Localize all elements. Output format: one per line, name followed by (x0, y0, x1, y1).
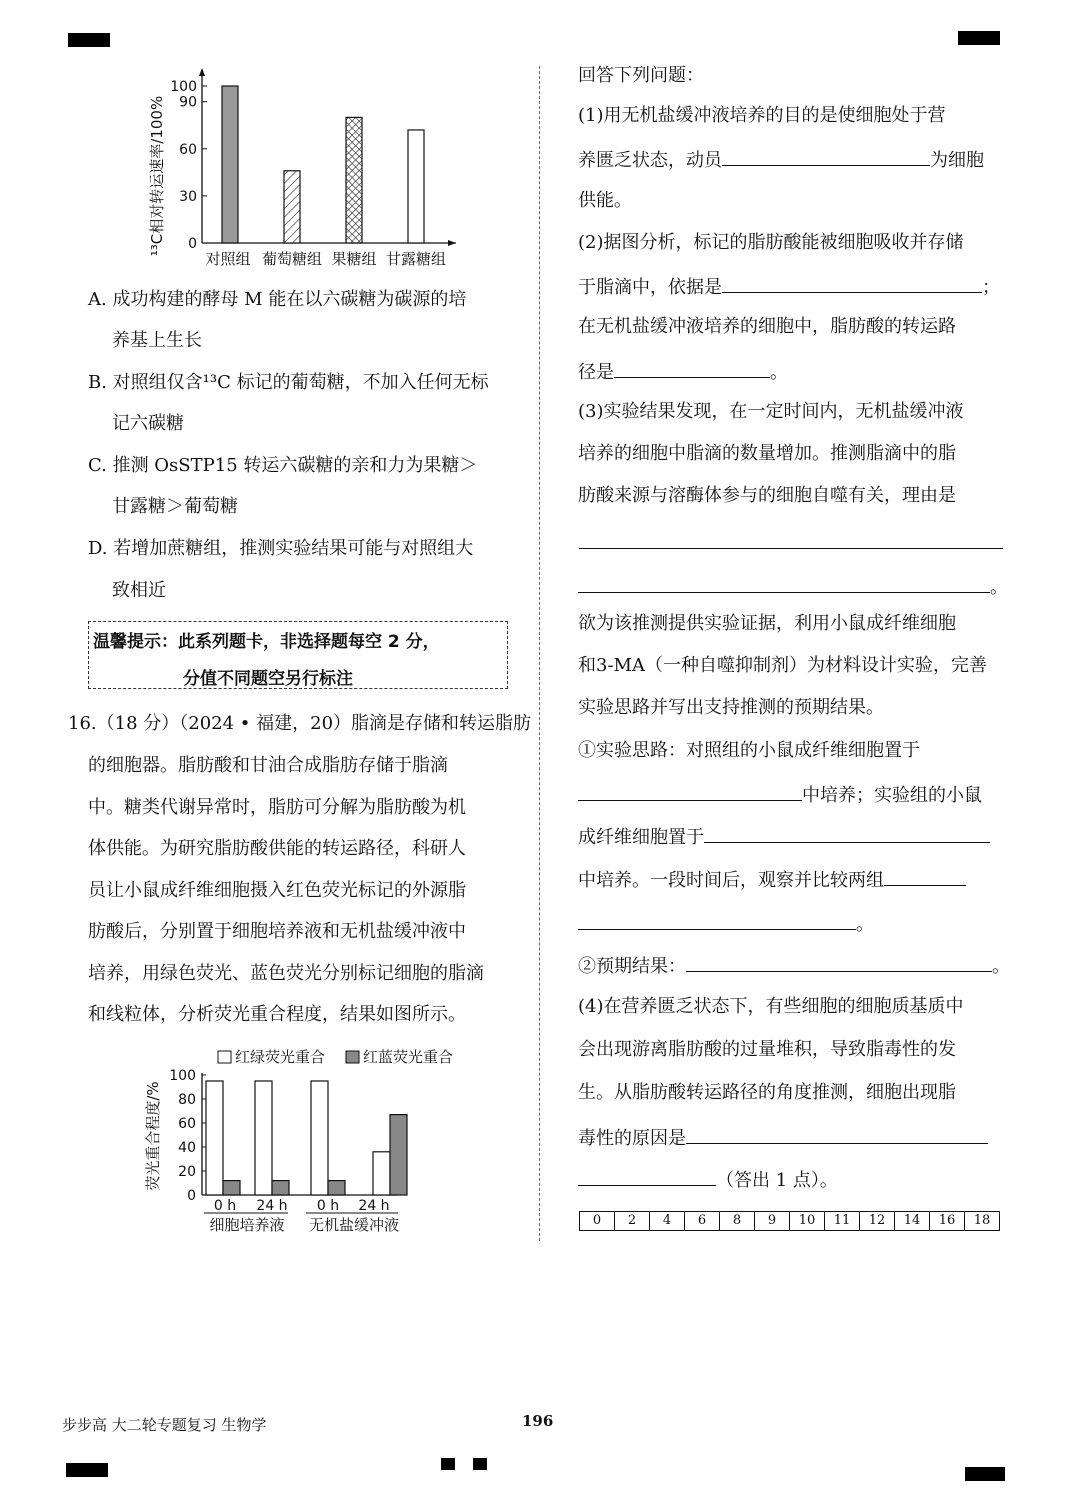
q3-idea-line3 (578, 824, 990, 849)
c1-y-tick-label: 30 (179, 188, 197, 205)
answer-blank-4[interactable] (579, 531, 1003, 549)
question-16-line8: 和线粒体，分析荧光重合程度，结果如图所示。 (88, 1004, 466, 1025)
scoring-tip-box (88, 621, 508, 689)
score-cell[interactable]: 8 (720, 1212, 755, 1231)
q3-line8: 实验思路并写出支持推测的预期结果。 (578, 697, 884, 718)
option-d-line1: D. 若增加蔗糖组，推测实验结果可能与对照组大 (88, 538, 474, 559)
c2-legend-label-1: 红绿荧光重合 (235, 1048, 326, 1066)
q2-line4 (578, 359, 788, 384)
c1-y-tick-label: 100 (170, 79, 197, 95)
c2-bar-blue (272, 1181, 289, 1195)
answer-blank-7[interactable] (704, 824, 990, 843)
q4-line4-text: 毒性的原因是 (578, 1128, 686, 1149)
q3-line1: (3)实验结果发现，在一定时间内，无机盐缓冲液 (578, 401, 964, 422)
bottom-center-mark (473, 1458, 487, 1470)
q4-line5 (578, 1167, 838, 1192)
q3-idea-line1: ①实验思路：对照组的小鼠成纤维细胞置于 (578, 740, 920, 761)
q3-idea-line2-tail: 中培养；实验组的小鼠 (802, 785, 982, 806)
c2-y-tick-label: 40 (178, 1140, 196, 1156)
answer-blank-1[interactable] (722, 147, 930, 166)
page-number: 196 (522, 1412, 554, 1430)
c1-bar (284, 171, 300, 243)
q3-line5 (578, 574, 1008, 599)
c1-ylabel: ¹³C相对转运速率/100% (148, 95, 166, 257)
c2-y-tick-label: 100 (169, 1068, 196, 1084)
answer-blank-3[interactable] (614, 359, 770, 378)
answer-blank-6[interactable] (578, 782, 802, 801)
score-cell[interactable]: 4 (650, 1212, 685, 1231)
score-cell[interactable]: 12 (860, 1212, 895, 1231)
column-divider (539, 66, 540, 1241)
tip-line1: 温馨提示：此系列题卡，非选择题每空 2 分， (93, 632, 440, 652)
c2-bar-blue (390, 1115, 407, 1195)
c2-group-label: 无机盐缓冲液 (308, 1216, 400, 1234)
answer-blank-2[interactable] (722, 274, 982, 293)
q2-line4-text: 径是 (578, 362, 614, 383)
q2-line2-tail: ； (982, 277, 1000, 298)
q4-line5-tail: （答出 1 点）。 (716, 1170, 838, 1191)
q3-idea-line4-text: 中培养。一段时间后，观察并比较两组 (578, 870, 884, 891)
c2-group-label: 细胞培养液 (209, 1216, 285, 1234)
option-a-line1: A. 成功构建的酵母 M 能在以六碳糖为碳源的培 (88, 289, 467, 310)
fluorescence-overlap-chart (140, 1040, 480, 1240)
question-16-line1: 16.（18 分）（2024 • 福建，20）脂滴是存储和转运脂肪 (68, 713, 532, 734)
q4-line2: 会出现游离脂肪酸的过量堆积，导致脂毒性的发 (578, 1039, 956, 1060)
score-table (579, 1211, 1000, 1231)
score-cell[interactable]: 9 (755, 1212, 790, 1231)
c1-category-label: 果糖组 (331, 250, 377, 268)
score-cell[interactable]: 11 (825, 1212, 860, 1231)
c1-bar (346, 117, 362, 243)
answer-blank-10[interactable] (686, 953, 992, 972)
tip-line2: 分值不同题空另行标注 (183, 669, 353, 689)
question-16-line5: 员让小鼠成纤维细胞摄入红色荧光标记的外源脂 (88, 880, 466, 901)
q3-result-line (578, 953, 1010, 978)
q3-result-tail: 。 (992, 956, 1010, 977)
score-cell[interactable]: 6 (685, 1212, 720, 1231)
q4-line4 (578, 1125, 988, 1150)
c2-legend-swatch-2 (346, 1051, 359, 1063)
c1-category-label: 对照组 (205, 250, 251, 268)
score-cell[interactable]: 16 (930, 1212, 965, 1231)
q2-line2-text: 于脂滴中，依据是 (578, 277, 722, 298)
c2-time-label: 0 h (316, 1198, 340, 1214)
q4-line3: 生。从脂肪酸转运路径的角度推测，细胞出现脂 (578, 1082, 956, 1103)
c2-bar-green (206, 1081, 223, 1195)
c2-bar-green (311, 1081, 328, 1195)
q2-line2 (578, 274, 1000, 299)
answer-blank-11[interactable] (686, 1125, 988, 1144)
q1-line3: 供能。 (578, 190, 632, 211)
q3-idea-line5-tail: 。 (856, 914, 874, 935)
q4-line1: (4)在营养匮乏状态下，有些细胞的细胞质基质中 (578, 996, 964, 1017)
answer-blank-8[interactable] (884, 867, 966, 886)
q3-line2: 培养的细胞中脂滴的数量增加。推测脂滴中的脂 (578, 443, 956, 464)
q2-line1: (2)据图分析，标记的脂肪酸能被细胞吸收并存储 (578, 232, 964, 253)
c2-bar-green (373, 1152, 390, 1195)
bottom-center-mark (441, 1458, 455, 1470)
option-b-line1: B. 对照组仅含¹³C 标记的葡萄糖，不加入任何无标 (88, 372, 489, 393)
q1-line2-text: 养匮乏状态，动员 (578, 150, 722, 171)
c1-y-tick-label: 0 (188, 236, 197, 252)
option-b-line2: 记六碳糖 (112, 413, 184, 434)
score-cell[interactable]: 18 (965, 1212, 1000, 1231)
option-c-line2: 甘露糖＞葡萄糖 (112, 496, 238, 517)
q2-line4-tail: 。 (770, 362, 788, 383)
option-d-line2: 致相近 (112, 580, 166, 601)
question-16-line3: 中。糖类代谢异常时，脂肪可分解为脂肪酸为机 (88, 797, 466, 818)
q1-line2 (578, 147, 984, 172)
answer-blank-12[interactable] (578, 1167, 716, 1186)
q3-line7: 和3-MA（一种自噬抑制剂）为材料设计实验，完善 (578, 655, 987, 676)
answer-blank-5[interactable] (578, 574, 990, 593)
c1-y-arrow (199, 68, 205, 76)
c2-time-label: 0 h (213, 1198, 237, 1214)
score-cell[interactable]: 10 (790, 1212, 825, 1231)
q3-line3: 肪酸来源与溶酶体参与的细胞自噬有关，理由是 (578, 485, 956, 506)
corner-mark-bottom-left (66, 1463, 108, 1477)
c1-category-label: 葡萄糖组 (261, 250, 323, 268)
c2-y-tick-label: 80 (178, 1092, 196, 1108)
q2-line3: 在无机盐缓冲液培养的细胞中，脂肪酸的转运路 (578, 316, 956, 337)
question-16-line7: 培养，用绿色荧光、蓝色荧光分别标记细胞的脂滴 (88, 963, 484, 984)
q3-idea-line4 (578, 867, 966, 892)
q3-idea-line5 (578, 911, 874, 936)
c2-legend-label-2: 红蓝荧光重合 (363, 1048, 454, 1066)
c1-y-tick-label: 60 (179, 141, 197, 158)
corner-mark-bottom-right (965, 1467, 1005, 1481)
footer-book-title: 步步高 大二轮专题复习 生物学 (62, 1416, 267, 1434)
option-c-line1: C. 推测 OsSTP15 转运六碳糖的亲和力为果糖＞ (88, 455, 478, 476)
sugar-transport-chart (140, 64, 470, 274)
c2-time-label: 24 h (358, 1198, 390, 1214)
c2-legend-swatch-1 (218, 1051, 231, 1063)
q3-result-text: ②预期结果： (578, 956, 686, 977)
answer-blank-9[interactable] (578, 911, 856, 930)
question-16-line6: 肪酸后，分别置于细胞培养液和无机盐缓冲液中 (88, 921, 466, 942)
c2-ylabel: 荧光重合程度/% (144, 1081, 162, 1191)
score-cell[interactable]: 14 (895, 1212, 930, 1231)
c2-y-tick-label: 0 (187, 1188, 196, 1204)
c1-bar (408, 130, 424, 243)
score-cell[interactable]: 2 (615, 1212, 650, 1231)
q3-line6: 欲为该推测提供实验证据，利用小鼠成纤维细胞 (578, 613, 956, 634)
q1-line1: (1)用无机盐缓冲液培养的目的是使细胞处于营 (578, 105, 946, 126)
c1-y-tick-label: 90 (179, 94, 197, 111)
c1-x-arrow (448, 240, 456, 246)
corner-mark-top-left (68, 33, 110, 47)
c1-bar (222, 86, 238, 243)
question-16-line4: 体供能。为研究脂肪酸供能的转运路径，科研人 (88, 838, 466, 859)
corner-mark-top-right (958, 31, 1000, 45)
c2-bar-blue (328, 1181, 345, 1195)
c2-bar-blue (223, 1181, 240, 1195)
q3-idea-line2 (578, 782, 982, 807)
question-16-line2: 的细胞器。脂肪酸和甘油合成脂肪存储于脂滴 (88, 755, 448, 776)
c2-y-tick-label: 20 (178, 1164, 196, 1180)
q1-line2-tail: 为细胞 (930, 150, 984, 171)
c2-y-tick-label: 60 (178, 1116, 196, 1132)
answer-intro: 回答下列问题： (578, 65, 704, 86)
q3-line5-tail: 。 (990, 577, 1008, 598)
score-cell[interactable]: 0 (580, 1212, 615, 1231)
c1-category-label: 甘露糖组 (385, 250, 447, 268)
q3-idea-line3-text: 成纤维细胞置于 (578, 827, 704, 848)
c2-bar-green (255, 1081, 272, 1195)
option-a-line2: 养基上生长 (112, 330, 202, 351)
c2-time-label: 24 h (256, 1198, 288, 1214)
